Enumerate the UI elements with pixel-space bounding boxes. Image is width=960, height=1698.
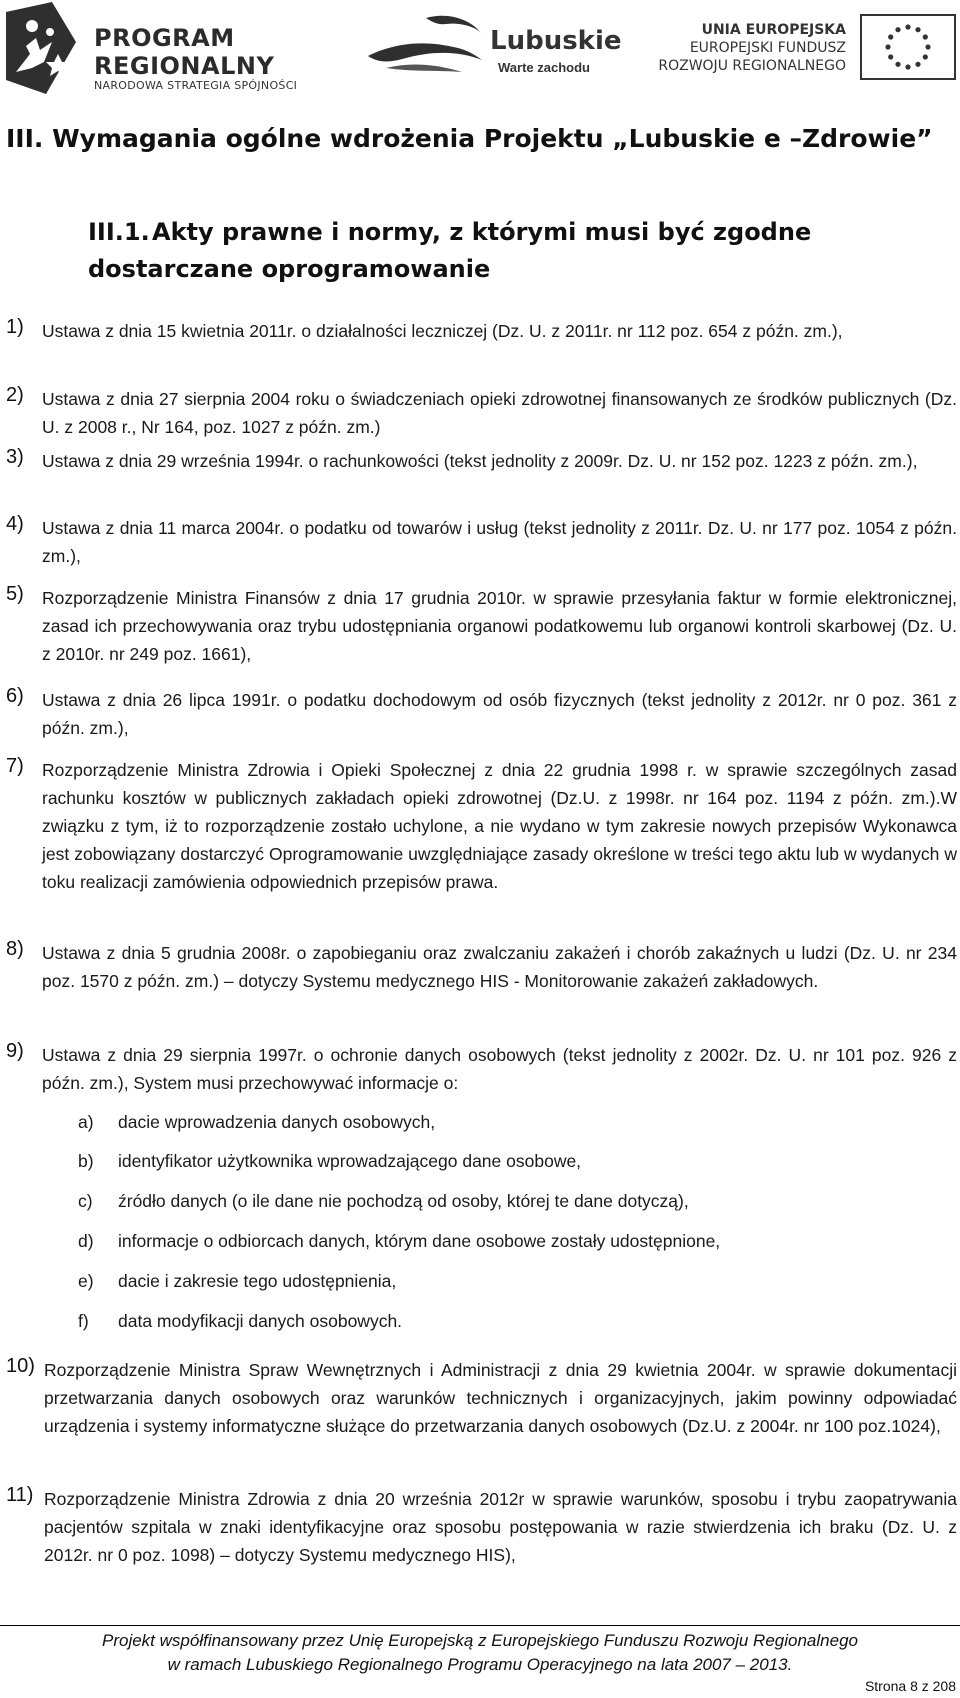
- list-item-number: 4): [6, 513, 24, 535]
- list-item-text: Rozporządzenie Ministra Spraw Wewnętrznych i Administracji z dnia 29 kwietnia 2004r. w sprawie dokumentacji przetwarzania danych osobowych oraz warunków technicznych i organizacyjnych, jakim powinny odpowiadać urządzenia i systemy informatyczne służące do przetwarzania danych osobowych (Dz.U. z 2004r. nr 100 poz.1024),: [44, 1360, 957, 1436]
- list-item-number: 3): [6, 446, 24, 468]
- subsection-heading: [88, 214, 928, 288]
- sub-list-letter: e): [78, 1271, 94, 1291]
- list-item-text: Rozporządzenie Ministra Finansów z dnia 17 grudnia 2010r. w sprawie przesyłania faktur w formie elektronicznej, zasad ich przechowywania oraz trybu udostępniania organowi podatkowemu lub organowi kontroli skarbowej (Dz. U. z 2010r. nr 249 poz. 1661),: [42, 588, 957, 664]
- subsection-title: Akty prawne i normy, z którymi musi być zgodne dostarczane oprogramowanie: [88, 218, 812, 283]
- list-item-number: 8): [6, 938, 24, 960]
- sub-list-item: [78, 1271, 396, 1292]
- section-heading: III. Wymagania ogólne wdrożenia Projektu „Lubuskie e –Zdrowie”: [6, 124, 933, 153]
- list-item-text: Ustawa z dnia 11 marca 2004r. o podatku od towarów i usług (tekst jednolity z 2011r. Dz. U. nr 177 poz. 1054 z późn. zm.),: [42, 518, 957, 566]
- program-logo-line1: PROGRAM: [94, 24, 235, 52]
- list-item-text: Ustawa z dnia 15 kwietnia 2011r. o działalności leczniczej (Dz. U. z 2011r. nr 112 poz. 654 z późn. zm.),: [42, 321, 843, 341]
- list-item-text: Ustawa z dnia 29 sierpnia 1997r. o ochronie danych osobowych (tekst jednolity z 2002r. Dz. U. nr 101 poz. 926 z późn. zm.), System musi przechowywać informacje o:: [42, 1045, 957, 1093]
- lubuskie-swoosh-icon: [366, 12, 486, 88]
- list-item-number: 10): [6, 1355, 35, 1377]
- list-item-text: Rozporządzenie Ministra Zdrowia i Opieki Społecznej z dnia 22 grudnia 1998 r. w sprawie szczególnych zasad rachunku kosztów w publicznych zakładach opieki zdrowotnej (Dz.U. z 1998r. nr 164 poz. 1194 z późn. zm.).W związku z tym, iż to rozporządzenie zostało uchylone, a nie wydano w tym zakresie nowych przepisów Wykonawca jest zobowiązany dostarczyć Oprogramowanie uwzględniające zasady określone w treści tego aktu lub w wydanych w toku realizacji zamówienia odpowiednich przepisów prawa.: [42, 760, 957, 892]
- eu-logo: [658, 14, 956, 86]
- eu-logo-line3: ROZWOJU REGIONALNEGO: [658, 58, 846, 74]
- lubuskie-logo-title: Lubuskie: [490, 26, 622, 56]
- sub-list-text: identyfikator użytkownika wprowadzającego dane osobowe,: [118, 1151, 582, 1171]
- footer-line2: w ramach Lubuskiego Regionalnego Programu Operacyjnego na lata 2007 – 2013.: [167, 1655, 793, 1674]
- list-item-text: Rozporządzenie Ministra Zdrowia z dnia 20 września 2012r w sprawie warunków, sposobu i trybu zaopatrywania pacjentów szpitala w znaki identyfikacyjne oraz sposobu postępowania w razie stwierdzenia ich braku (Dz. U. z 2012r. nr 0 poz. 1098) – dotyczy Systemu medycznego HIS),: [44, 1489, 957, 1565]
- program-logo-line2: REGIONALNY: [94, 52, 275, 80]
- sub-list-item: [78, 1231, 720, 1252]
- eu-flag-icon: [860, 14, 956, 80]
- list-item-number: 1): [6, 316, 24, 338]
- program-logo-line3: NARODOWA STRATEGIA SPÓJNOŚCI: [94, 79, 298, 92]
- footer-divider: [0, 1625, 960, 1626]
- footer-line1: Projekt współfinansowany przez Unię Europejską z Europejskiego Funduszu Rozwoju Regionalnego: [102, 1631, 858, 1650]
- eu-logo-line1: UNIA EUROPEJSKA: [701, 22, 846, 38]
- sub-list-letter: f): [78, 1311, 89, 1331]
- list-item-number: 9): [6, 1040, 24, 1062]
- list-item-number: 5): [6, 583, 24, 605]
- header-logo-bar: [0, 0, 960, 100]
- list-item-text: Ustawa z dnia 27 sierpnia 2004 roku o świadczeniach opieki zdrowotnej finansowanych ze środków publicznych (Dz. U. z 2008 r., Nr 164, poz. 1027 z późn. zm.): [42, 389, 957, 437]
- list-item-number: 11): [6, 1484, 34, 1506]
- sub-list-item: [78, 1311, 402, 1332]
- sub-list-letter: a): [78, 1112, 94, 1132]
- sub-list-text: dacie wprowadzenia danych osobowych,: [118, 1112, 436, 1132]
- sub-list-text: data modyfikacji danych osobowych.: [118, 1311, 403, 1331]
- list-item-text: Ustawa z dnia 26 lipca 1991r. o podatku dochodowym od osób fizycznych (tekst jednolity z 2012r. nr 0 poz. 361 z późn. zm.),: [42, 690, 957, 738]
- sub-list-item: [78, 1112, 435, 1133]
- program-regionalny-logo: [6, 2, 316, 94]
- lubuskie-logo-subtitle: Warte zachodu: [498, 60, 590, 75]
- page-number: Strona 8 z 208: [864, 1678, 956, 1694]
- subsection-number: III.1.: [88, 218, 150, 246]
- sub-list-text: informacje o odbiorcach danych, którym dane osobowe zostały udostępnione,: [118, 1231, 721, 1251]
- sub-list-text: dacie i zakresie tego udostępnienia,: [118, 1271, 397, 1291]
- sub-list-item: [78, 1191, 689, 1212]
- list-item-text: Ustawa z dnia 5 grudnia 2008r. o zapobieganiu oraz zwalczaniu zakażeń i chorób zakaźnych u ludzi (Dz. U. nr 234 poz. 1570 z późn. zm.) – dotyczy Systemu medycznego HIS - Monitorowanie zakażeń zakładowych.: [42, 943, 957, 991]
- list-item-number: 2): [6, 384, 24, 406]
- sub-list-text: źródło danych (o ile dane nie pochodzą od osoby, której te dane dotyczą),: [118, 1191, 689, 1211]
- sub-list-letter: b): [78, 1151, 94, 1171]
- list-item-number: 6): [6, 685, 24, 707]
- program-regionalny-emblem-icon: [6, 2, 76, 94]
- list-item-number: 7): [6, 755, 24, 777]
- sub-list-item: [78, 1151, 581, 1172]
- lubuskie-logo: [366, 12, 622, 88]
- eu-logo-line2: EUROPEJSKI FUNDUSZ: [689, 40, 846, 56]
- sub-list-letter: c): [78, 1191, 93, 1211]
- list-item-text: Ustawa z dnia 29 września 1994r. o rachunkowości (tekst jednolity z 2009r. Dz. U. nr 152 poz. 1223 z późn. zm.),: [42, 451, 918, 471]
- sub-list-letter: d): [78, 1231, 94, 1251]
